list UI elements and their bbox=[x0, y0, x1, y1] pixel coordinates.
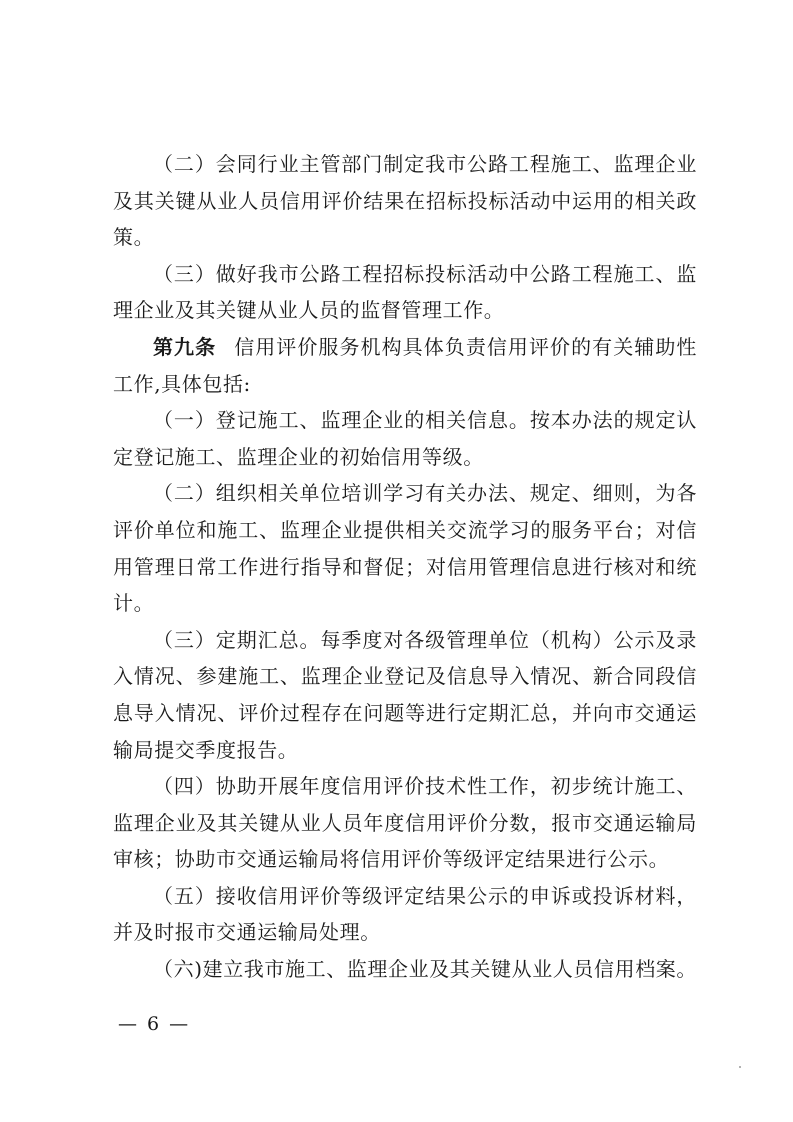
document-body bbox=[113, 146, 697, 988]
paragraph-text: 信用评价服务机构具体负责信用评价的有关辅助性工作,具体包括: bbox=[113, 334, 697, 396]
paragraph-item-2 bbox=[113, 475, 697, 621]
paragraph-text: （二）会同行业主管部门制定我市公路工程施工、监理企业及其关键从业人员信用评价结果在招标投标活动中运用的相关政策。 bbox=[113, 152, 697, 250]
paragraph-clause-3 bbox=[113, 256, 697, 329]
article-heading: 第九条 bbox=[153, 334, 217, 359]
paragraph-item-4 bbox=[113, 768, 697, 878]
paragraph-item-3 bbox=[113, 622, 697, 768]
paragraph-text: （五）接收信用评价等级评定结果公示的申诉或投诉材料，并及时报市交通运输局处理。 bbox=[113, 883, 697, 945]
paragraph-item-1 bbox=[113, 402, 697, 475]
paragraph-clause-2 bbox=[113, 146, 697, 256]
paragraph-text: （六)建立我市施工、监理企业及其关键从业人员信用档案。 bbox=[153, 957, 698, 982]
article-9 bbox=[113, 329, 697, 402]
paragraph-text: （四）协助开展年度信用评价技术性工作，初步统计施工、监理企业及其关键从业人员年度信用评价分数，报市交通运输局审核；协助市交通运输局将信用评价等级评定结果进行公示。 bbox=[113, 774, 697, 872]
paragraph-text: （二）组织相关单位培训学习有关办法、规定、细则，为各评价单位和施工、监理企业提供相关交流学习的服务平台；对信用管理日常工作进行指导和督促；对信用管理信息进行核对和统计。 bbox=[113, 481, 697, 616]
scan-speck bbox=[739, 1066, 741, 1068]
paragraph-text: （三）定期汇总。每季度对各级管理单位（机构）公示及录入情况、参建施工、监理企业登记及信息导入情况、新合同段信息导入情况、评价过程存在问题等进行定期汇总，并向市交通运输局提交季度报告。 bbox=[113, 627, 697, 762]
paragraph-item-6 bbox=[113, 951, 697, 988]
paragraph-text: （三）做好我市公路工程招标投标活动中公路工程施工、监理企业及其关键从业人员的监督管理工作。 bbox=[113, 261, 697, 323]
page-number: — 6 — bbox=[118, 1013, 191, 1035]
paragraph-item-5 bbox=[113, 878, 697, 951]
paragraph-text: （一）登记施工、监理企业的相关信息。按本办法的规定认定登记施工、监理企业的初始信用等级。 bbox=[113, 408, 697, 469]
